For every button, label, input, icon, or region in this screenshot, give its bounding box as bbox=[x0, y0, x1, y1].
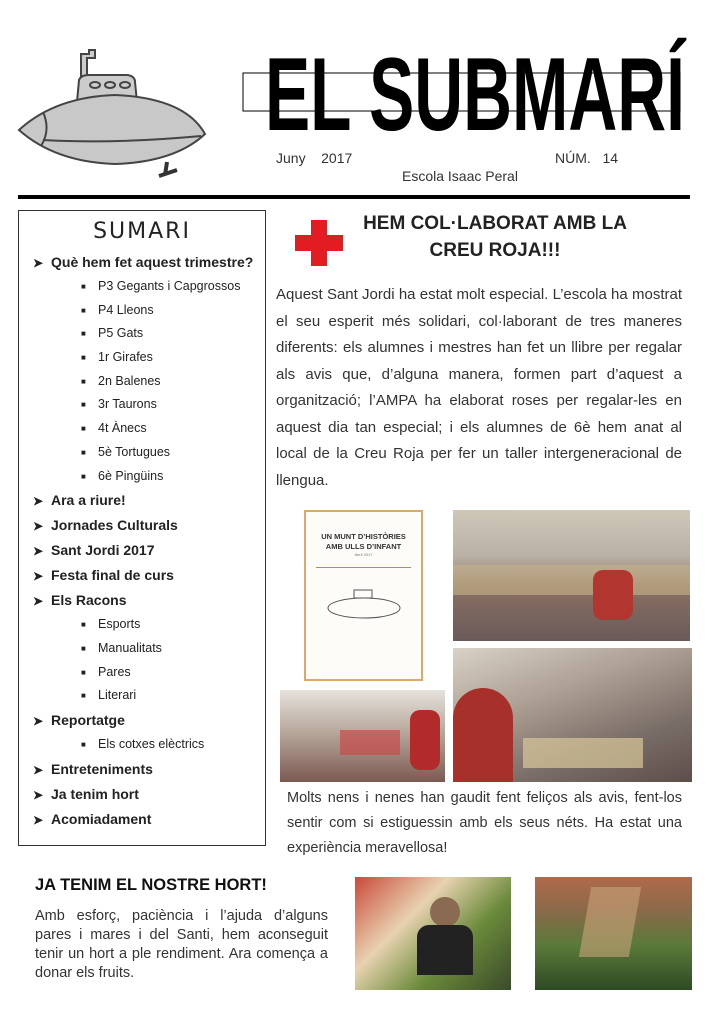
toc-item[interactable] bbox=[25, 538, 259, 563]
toc-subitem-label: P4 Lleons bbox=[98, 302, 154, 317]
toc-subitem-label: 2n Balenes bbox=[98, 373, 161, 388]
toc-subitem-label: 6è Pingüins bbox=[98, 468, 164, 483]
toc-item-label: Què hem fet aquest trimestre? bbox=[51, 254, 254, 270]
square-bullet-icon: ■ bbox=[81, 353, 86, 363]
red-cross-icon bbox=[295, 220, 343, 266]
square-bullet-icon: ■ bbox=[81, 376, 86, 386]
toc-subitem-label: 5è Tortugues bbox=[98, 444, 171, 459]
garden-photo-2 bbox=[535, 877, 692, 990]
toc-item-label: Sant Jordi 2017 bbox=[51, 542, 155, 559]
garden-headline: JA TENIM EL NOSTRE HORT! bbox=[35, 876, 267, 894]
workshop-photo-2 bbox=[453, 648, 692, 782]
toc-title: SUMARI bbox=[93, 219, 191, 244]
photo-caption: Molts nens i nenes han gaudit fent feliços als avis, fent-los sentir com si estiguessin amb els seus néts. Ha estat una experiència meravellosa! bbox=[287, 790, 682, 856]
square-bullet-icon: ■ bbox=[81, 667, 86, 677]
toc-subitem-label: 3r Taurons bbox=[98, 397, 157, 412]
toc-item-label: Ja tenim hort bbox=[51, 785, 139, 802]
square-bullet-icon: ■ bbox=[81, 471, 86, 481]
toc-item[interactable] bbox=[25, 708, 259, 733]
toc-subitem[interactable] bbox=[25, 275, 259, 299]
toc-subitem[interactable] bbox=[25, 393, 259, 417]
toc-subitem[interactable] bbox=[25, 370, 259, 394]
school-name: Escola Isaac Peral bbox=[402, 168, 518, 184]
table-of-contents bbox=[18, 210, 266, 846]
toc-subitem-label: Literari bbox=[98, 688, 137, 703]
toc-item[interactable] bbox=[25, 588, 259, 613]
workshop-photo-3 bbox=[280, 690, 445, 782]
square-bullet-icon: ■ bbox=[81, 424, 86, 434]
book-cover-image: UN MUNT D’HISTÒRIES AMB ULLS D’INFANT Abril 2017 bbox=[304, 510, 423, 681]
toc-item-label: Els Racons bbox=[51, 592, 127, 609]
toc-subitem-label: P3 Gegants i Capgrossos bbox=[98, 279, 241, 294]
arrow-bullet-icon: ➤ bbox=[33, 544, 44, 559]
submarine-illustration bbox=[15, 42, 215, 190]
toc-subitem[interactable] bbox=[25, 441, 259, 465]
toc-subitem[interactable] bbox=[25, 733, 259, 757]
toc-item-label: Reportatge bbox=[51, 711, 125, 728]
square-bullet-icon: ■ bbox=[81, 447, 86, 457]
toc-subitem-label: Pares bbox=[98, 664, 131, 679]
toc-subitem[interactable] bbox=[25, 613, 259, 637]
toc-subitem-label: Els cotxes elèctrics bbox=[98, 737, 205, 752]
toc-subitem[interactable] bbox=[25, 637, 259, 661]
arrow-bullet-icon: ➤ bbox=[33, 569, 44, 584]
toc-item[interactable] bbox=[25, 782, 259, 807]
square-bullet-icon: ■ bbox=[81, 400, 86, 410]
arrow-bullet-icon: ➤ bbox=[33, 594, 44, 609]
toc-item-label: Jornades Culturals bbox=[51, 517, 178, 534]
toc-list bbox=[25, 250, 259, 832]
arrow-bullet-icon: ➤ bbox=[33, 812, 44, 827]
issue-number: NÚM. 14 bbox=[555, 150, 619, 166]
svg-text:EL SUBMARÍ: EL SUBMARÍ bbox=[265, 37, 688, 145]
toc-subitem[interactable] bbox=[25, 346, 259, 370]
toc-item[interactable] bbox=[25, 757, 259, 782]
square-bullet-icon: ■ bbox=[81, 305, 86, 315]
toc-item[interactable] bbox=[25, 250, 259, 275]
square-bullet-icon: ■ bbox=[81, 282, 86, 291]
square-bullet-icon: ■ bbox=[81, 643, 86, 653]
square-bullet-icon: ■ bbox=[81, 620, 86, 630]
arrow-bullet-icon: ➤ bbox=[33, 256, 44, 270]
toc-item-label: Acomiadament bbox=[51, 810, 152, 827]
toc-item[interactable] bbox=[25, 563, 259, 588]
square-bullet-icon: ■ bbox=[81, 329, 86, 339]
garden-body: Amb esforç, paciència i l’ajuda d’alguns pares i mares i del Santi, hem aconseguit tenir un hort a ple rendiment. Ara comença a donar els fruits. bbox=[35, 908, 328, 981]
toc-subitem-label: P5 Gats bbox=[98, 326, 144, 341]
arrow-bullet-icon: ➤ bbox=[33, 713, 44, 728]
toc-subitem-label: 1r Girafes bbox=[98, 350, 153, 365]
toc-subitem[interactable] bbox=[25, 299, 259, 323]
arrow-bullet-icon: ➤ bbox=[33, 762, 44, 777]
toc-subitem[interactable] bbox=[25, 661, 259, 685]
toc-subitem[interactable] bbox=[25, 684, 259, 708]
toc-item[interactable] bbox=[25, 513, 259, 538]
article-body: Aquest Sant Jordi ha estat molt especial. L’escola ha mostrat el seu esperit més solidari, col·laborant de tres maneres diferents: els alumnes i mestres han fet un llibre per regalar als avis que, d’alguna manera, formen part d’aquest a organització; l’AMPA ha elaborat roses per regalar-les en aquest dia tan especial; i els alumnes de 6è hem anat al local de la Creu Roja per fer un taller intergeneracional de llengua. bbox=[276, 286, 682, 489]
toc-subitem-label: Esports bbox=[98, 617, 141, 632]
arrow-bullet-icon: ➤ bbox=[33, 519, 44, 534]
toc-item-label: Entreteniments bbox=[51, 760, 153, 777]
toc-subitem-label: Manualitats bbox=[98, 641, 162, 656]
toc-subitem[interactable] bbox=[25, 322, 259, 346]
toc-item[interactable] bbox=[25, 488, 259, 513]
toc-item-label: Festa final de curs bbox=[51, 567, 174, 584]
issue-date: Juny 2017 bbox=[276, 150, 353, 166]
arrow-bullet-icon: ➤ bbox=[33, 494, 44, 509]
toc-item[interactable] bbox=[25, 807, 259, 832]
square-bullet-icon: ■ bbox=[81, 739, 86, 749]
toc-subitem[interactable] bbox=[25, 465, 259, 489]
workshop-photo-1 bbox=[453, 510, 690, 641]
garden-photo-1 bbox=[355, 877, 511, 990]
toc-subitem[interactable] bbox=[25, 417, 259, 441]
arrow-bullet-icon: ➤ bbox=[33, 787, 44, 802]
toc-item-label: Ara a riure! bbox=[51, 492, 126, 509]
newsletter-title bbox=[240, 10, 700, 145]
article-headline: HEM COL·LABORAT AMB LA CREU ROJA!!! bbox=[363, 213, 627, 261]
header-divider bbox=[18, 195, 690, 199]
toc-subitem-label: 4t Ànecs bbox=[98, 421, 147, 436]
square-bullet-icon: ■ bbox=[81, 691, 86, 701]
